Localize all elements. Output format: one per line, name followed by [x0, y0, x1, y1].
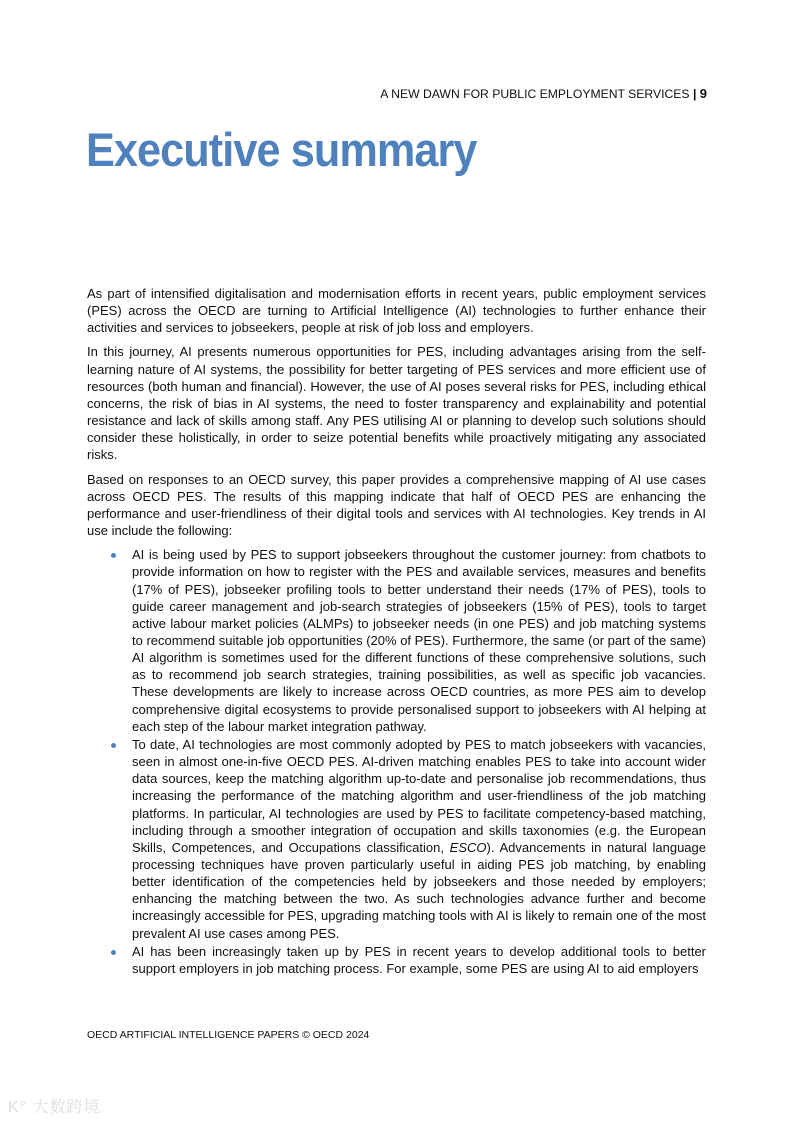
list-item — [87, 943, 706, 977]
page-title: Executive summary — [86, 123, 477, 176]
bullet-icon — [111, 553, 116, 558]
page-number: 9 — [699, 86, 707, 101]
watermark-logo: K° 大数跨境 — [8, 1099, 101, 1116]
esco-term: ESCO — [449, 839, 487, 855]
paragraph: As part of intensified digitalisation and modernisation efforts in recent years, public employment services (PES) across the OECD are turning to Artificial Intelligence (AI) technologies to further enhance their activities and services to jobseekers, people at risk of job loss and employers. — [87, 286, 706, 336]
bullet-icon — [111, 743, 116, 748]
header-separator: | — [692, 87, 697, 101]
paragraph: In this journey, AI presents numerous opportunities for PES, including advantages arising from the self-learning nature of AI systems, the possibility for better targeting of PES services and more efficient use of resources (both human and financial). However, the use of AI poses several risks for PES, including ethical concerns, the risk of bias in AI systems, the need to foster transparency and explainability and potential resistance and lack of skills among staff. Any PES utilising AI or planning to develop such solutions should consider these holistically, in order to seize potential benefits while proactively mitigating any associated risks. — [87, 344, 706, 463]
body-text — [87, 285, 706, 978]
list-item — [87, 736, 706, 942]
list-item-text: AI is being used by PES to support jobseekers throughout the customer journey: from chatbots to provide information on how to register with the PES and available services, measures and benefits (17% of PES), jobseeker profiling tools to better understand their needs (17% of PES), tools to guide career management and job-search strategies of jobseekers (15% of PES), tools to target active labour market policies (ALMPs) to jobseeker needs (in one PES) and job matching systems to recommend suitable job opportunities (20% of PES). Furthermore, the same (or part of the same) AI algorithm is sometimes used for the different functions of these comprehensive solutions, such as to recommend job search strategies, training possibilities, as well as specific job vacancies. These developments are likely to increase across OECD countries, as more PES aim to develop comprehensive digital ecosystems to provide personalised support to jobseekers with AI helping at each step of the labour market integration pathway. — [132, 547, 706, 734]
list-item-text: AI has been increasingly taken up by PES in recent years to develop additional tools to better support employers in job matching process. For example, some PES are using AI to aid employers — [132, 943, 706, 976]
list-item-text: ). Advancements in natural language processing techniques have proven particularly useful in aiding PES job matching, by enabling better identification of the competencies held by jobseekers and those needed by employers; enhancing the matching between the two. As such technologies advance further and become increasingly accessible for PES, upgrading matching tools with AI is likely to remain one of the most prevalent AI use cases among PES. — [132, 839, 707, 941]
running-title: A NEW DAWN FOR PUBLIC EMPLOYMENT SERVICES — [380, 87, 690, 101]
key-trends-list — [87, 546, 706, 977]
list-item — [87, 546, 706, 735]
running-header — [380, 86, 707, 101]
footer: OECD ARTIFICIAL INTELLIGENCE PAPERS © OECD 2024 — [87, 1029, 370, 1041]
bullet-icon — [111, 950, 116, 955]
paragraph: Based on responses to an OECD survey, this paper provides a comprehensive mapping of AI use cases across OECD PES. The results of this mapping indicate that half of OECD PES are enhancing the performance and user-friendliness of their digital tools and services with AI technologies. Key trends in AI use include the following: — [87, 471, 706, 539]
list-item-text: To date, AI technologies are most commonly adopted by PES to match jobseekers with vacancies, seen in almost one-in-five OECD PES. AI-driven matching enables PES to take into account wider data sources, keep the matching algorithm up-to-date and personalise job recommendations, thus increasing the performance of the matching algorithm and user-friendliness of the job matching platforms. In particular, AI technologies are used by PES to facilitate competency-based matching, including through a smoother integration of occupation and skills taxonomies (e.g. the European Skills, Competences, and Occupations classification, — [132, 736, 706, 855]
